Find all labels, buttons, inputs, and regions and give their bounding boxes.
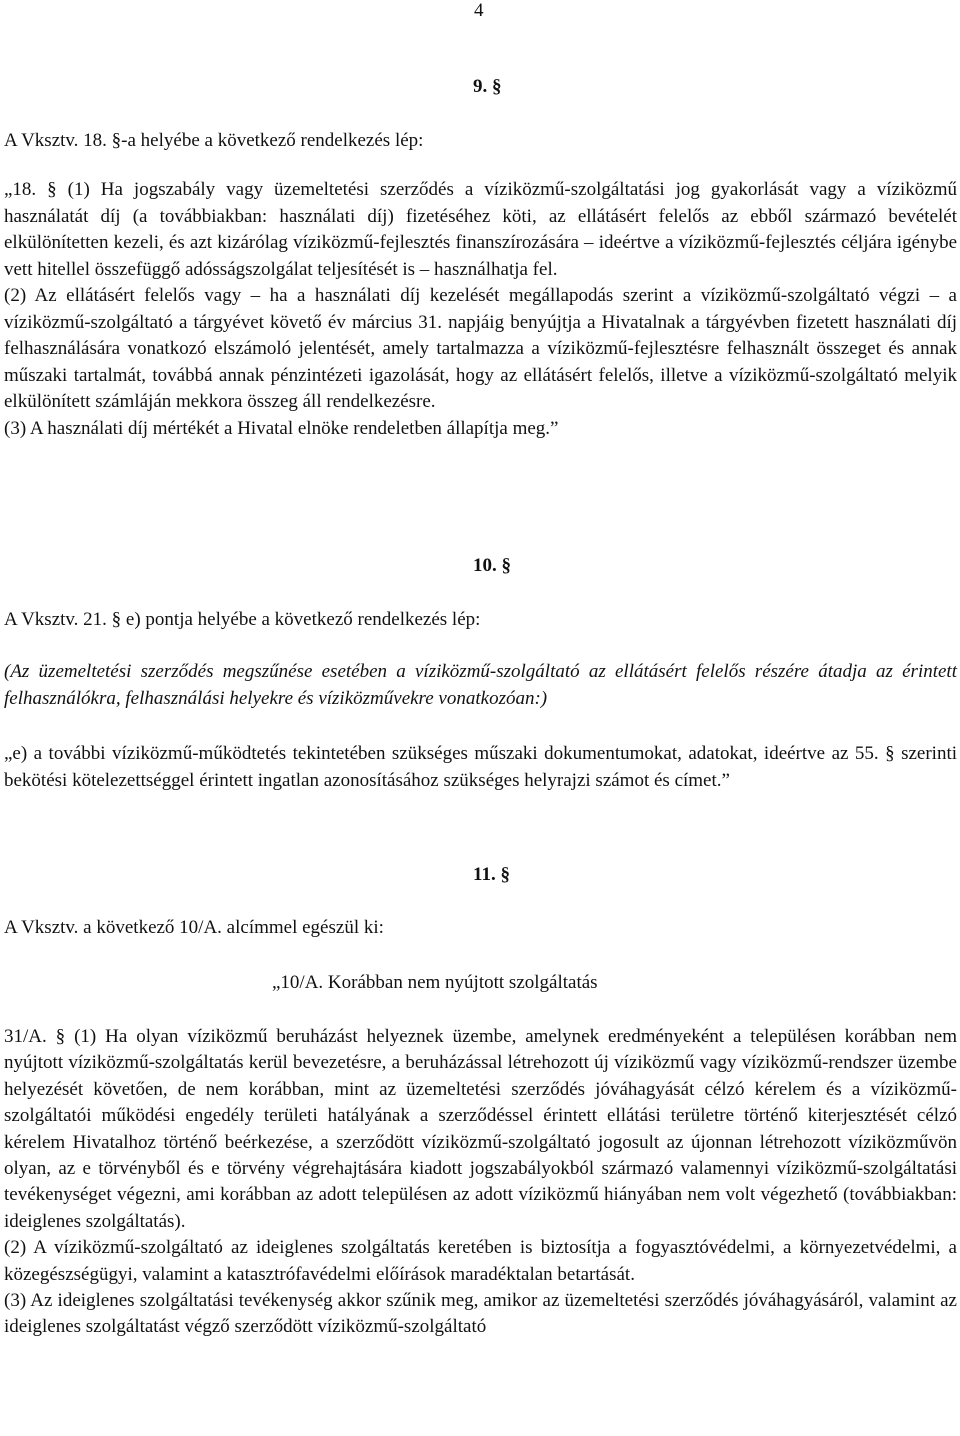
section-body — [4, 1024, 957, 1341]
paragraph: (Az üzemeltetési szerződés megszűnése esetében a víziközmű-szolgáltató az ellátásért felelős részére átadja az érintett felhasználókra, felhasználási helyekre és víziközművekre vonatkozóan:) — [4, 661, 957, 709]
paragraph: (3) A használati díj mértékét a Hivatal elnöke rendeletben állapítja meg.” — [4, 417, 559, 439]
paragraph: 31/A. § (1) Ha olyan víziközmű beruházást helyeznek üzembe, amelynek eredményeként a településen korábban nem nyújtott víziközmű-szolgáltatás kerül bevezetésre, a beruházással létrehozott új víziközmű vagy víziközmű-rendszer üzembe helyezését követően, de nem korábban, mint az üzemeltetési szerződés jóváhagyását célzó kérelem és a víziközmű-szolgáltatói működési engedély területi hatályának a szerződéssel érintett ellátási területre történő kiterjesztését célzó kérelem Hivatalhoz történő beérkezése, a szerződött víziközmű-szolgáltató jogosult az újonnan létrehozott víziközművön olyan, az e törvényből és e törvény végrehajtására kiadott jogszabályokból származó valamennyi víziközmű-szolgáltatási tevékenységet végezni, ami korábban az adott településen az adott víziközmű hiányában nem volt végezhető (továbbiakban: ideiglenes szolgáltatás). — [4, 1026, 957, 1232]
section-intro: A Vksztv. 18. §-a helyébe a következő rendelkezés lép: — [4, 130, 424, 151]
paragraph: (3) Az ideiglenes szolgáltatási tevékenység akkor szűnik meg, amikor az üzemeltetési szerződés jóváhagyásáról, valamint az ideiglenes szolgáltatást végző szerződött víziközmű-szolgáltató — [4, 1290, 957, 1338]
section-heading: 10. § — [473, 555, 511, 576]
italic-paragraph — [4, 659, 957, 712]
section-intro: A Vksztv. a következő 10/A. alcímmel egészül ki: — [4, 917, 384, 938]
subsection-title: „10/A. Korábban nem nyújtott szolgáltatás — [272, 972, 598, 993]
section-heading: 11. § — [473, 864, 510, 885]
section-body — [4, 741, 957, 794]
section-intro: A Vksztv. 21. § e) pontja helyébe a következő rendelkezés lép: — [4, 609, 481, 630]
paragraph: (2) A víziközmű-szolgáltató az ideiglenes szolgáltatás keretében is biztosítja a fogyasztóvédelmi, a környezetvédelmi, a közegészségügyi, valamint a katasztrófavédelmi előírások maradéktalan betartását. — [4, 1237, 957, 1285]
paragraph: „18. § (1) Ha jogszabály vagy üzemeltetési szerződés a víziközmű-szolgáltatási jog gyakorlását vagy a víziközmű használatát díj (a továbbiakban: használati díj) fizetéséhez köti, az ellátásért felelős az ebből származó bevételét elkülönítetten kezeli, és azt kizárólag víziközmű-fejlesztés finanszírozására – ideértve a víziközmű-fejlesztés céljára igénybe vett hitellel összefüggő adósságszolgálat teljesítését is – használhatja fel. — [4, 179, 957, 280]
section-body — [4, 177, 957, 442]
paragraph: „e) a további víziközmű-működtetés tekintetében szükséges műszaki dokumentumokat, adatokat, ideértve az 55. § szerinti bekötési kötelezettséggel érintett ingatlan azonosításához szükséges helyrajzi számot és címet.” — [4, 743, 957, 791]
paragraph: (2) Az ellátásért felelős vagy – ha a használati díj kezelését megállapodás szerint a víziközmű-szolgáltató végzi – a víziközmű-szolgáltató a tárgyévet követő év március 31. napjáig benyújtja a Hivatalnak a tárgyévben fizetett használati díj felhasználására vonatkozó elszámoló jelentését, amely tartalmazza a víziközmű-fejlesztésre felhasznált összeget és annak műszaki tartalmát, továbbá annak pénzintézeti igazolását, hogy az ellátásért felelős, illetve a víziközmű-szolgáltató melyik elkülönített számláján mekkora összeg áll rendelkezésre. — [4, 285, 957, 412]
page-number: 4 — [474, 0, 484, 21]
section-heading: 9. § — [473, 76, 502, 97]
